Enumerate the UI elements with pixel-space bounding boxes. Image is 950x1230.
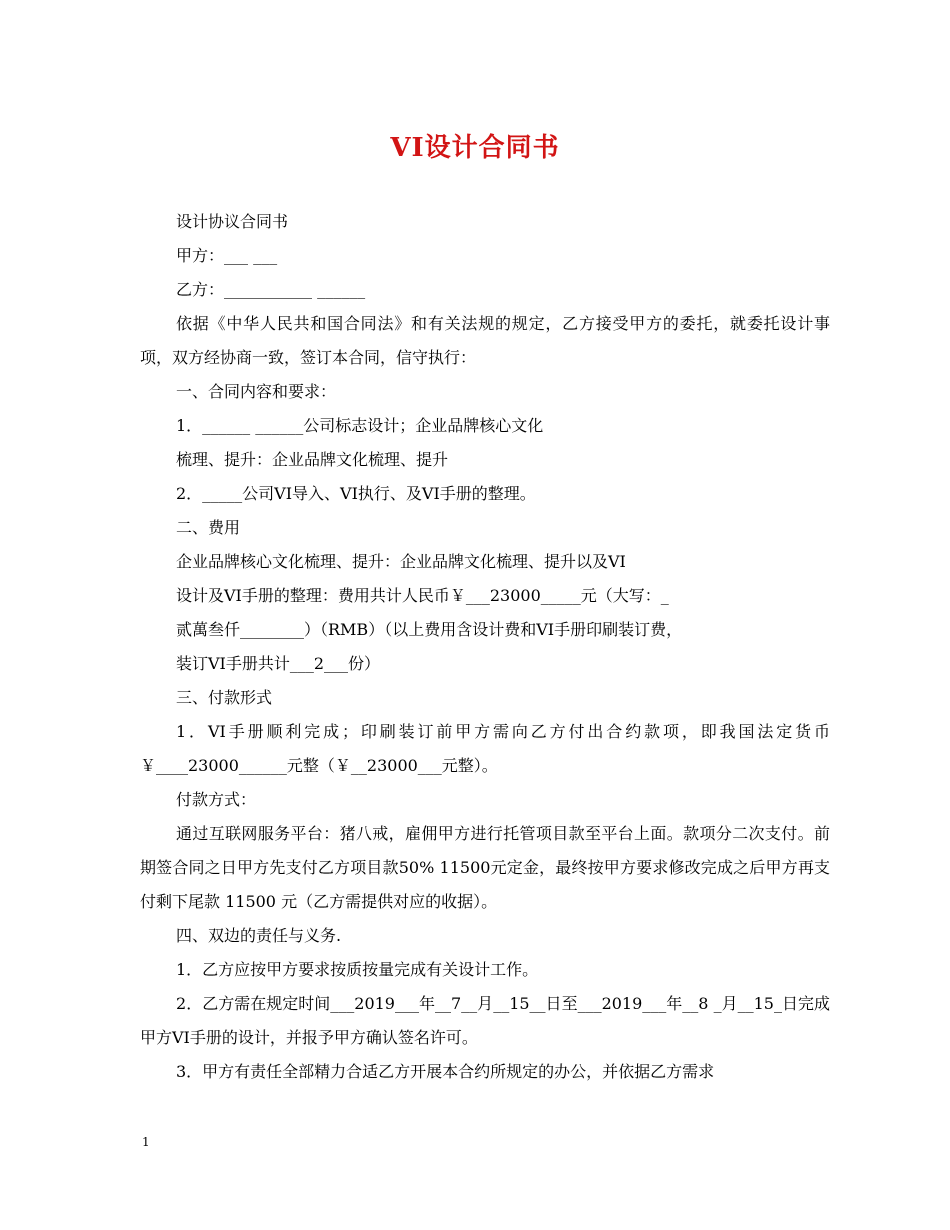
paragraph-intro: 依据《中华人民共和国合同法》和有关法规的规定，乙方接受甲方的委托，就委托设计事项，双方经协商一致，签订本合同，信守执行： bbox=[140, 314, 830, 367]
section-heading-payment: 三、付款形式 bbox=[176, 688, 273, 707]
paragraph-party-b: 乙方：___________ ______ bbox=[176, 280, 366, 299]
paragraph-item-1-cont: 梳理、提升：企业品牌文化梳理、提升 bbox=[176, 450, 449, 469]
paragraph-party-a: 甲方：___ ___ bbox=[176, 246, 278, 265]
paragraph-payment-method: 通过互联网服务平台：猪八戒，雇佣甲方进行托管项目款至平台上面。款项分二次支付。前期签合同之日甲方先支付乙方项目款50% 11500元定金，最终按甲方要求修改完成之后甲方再支付剩下尾款 11500 元（乙方需提供对应的收据）。 bbox=[140, 824, 830, 911]
paragraph-fees-2: 设计及VI手册的整理：费用共计人民币￥___23000_____元（大写：_ bbox=[176, 586, 669, 605]
section-heading-duties: 四、双边的责任与义务. bbox=[176, 926, 342, 945]
section-heading-content: 一、合同内容和要求： bbox=[176, 382, 337, 401]
section-heading-fees: 二、费用 bbox=[176, 518, 241, 537]
paragraph-subtitle: 设计协议合同书 bbox=[176, 212, 289, 231]
page-number: 1 bbox=[142, 1135, 150, 1149]
paragraph-duty-1: 1．乙方应按甲方要求按质按量完成有关设计工作。 bbox=[176, 960, 539, 979]
paragraph-duty-2: 2．乙方需在规定时间___2019___年__7__月__15__日至___2019___年__8 _月__15_日完成甲方VI手册的设计，并报予甲方确认签名许可。 bbox=[140, 994, 830, 1047]
paragraph-item-1: 1．______ ______公司标志设计；企业品牌核心文化 bbox=[176, 416, 544, 435]
paragraph-payment-1: 1．VI手册顺利完成；印刷装订前甲方需向乙方付出合约款项，即我国法定货币￥____23000______元整（￥__23000___元整）。 bbox=[140, 722, 830, 775]
document-title: VI设计合同书 bbox=[390, 133, 560, 163]
paragraph-duty-3: 3．甲方有责任全部精力合适乙方开展本合约所规定的办公，并依据乙方需求 bbox=[176, 1062, 715, 1081]
document-body bbox=[140, 205, 830, 1089]
paragraph-fees-4: 装订VI手册共计___2___份） bbox=[176, 654, 381, 673]
paragraph-fees-1: 企业品牌核心文化梳理、提升：企业品牌文化梳理、提升以及VI bbox=[176, 552, 626, 571]
paragraph-payment-method-label: 付款方式： bbox=[176, 790, 257, 809]
paragraph-fees-3: 贰萬叁仟________）（RMB）（以上费用含设计费和VI手册印刷装订费， bbox=[176, 620, 683, 639]
paragraph-item-2: 2．_____公司VI导入、VI执行、及VI手册的整理。 bbox=[176, 484, 536, 503]
